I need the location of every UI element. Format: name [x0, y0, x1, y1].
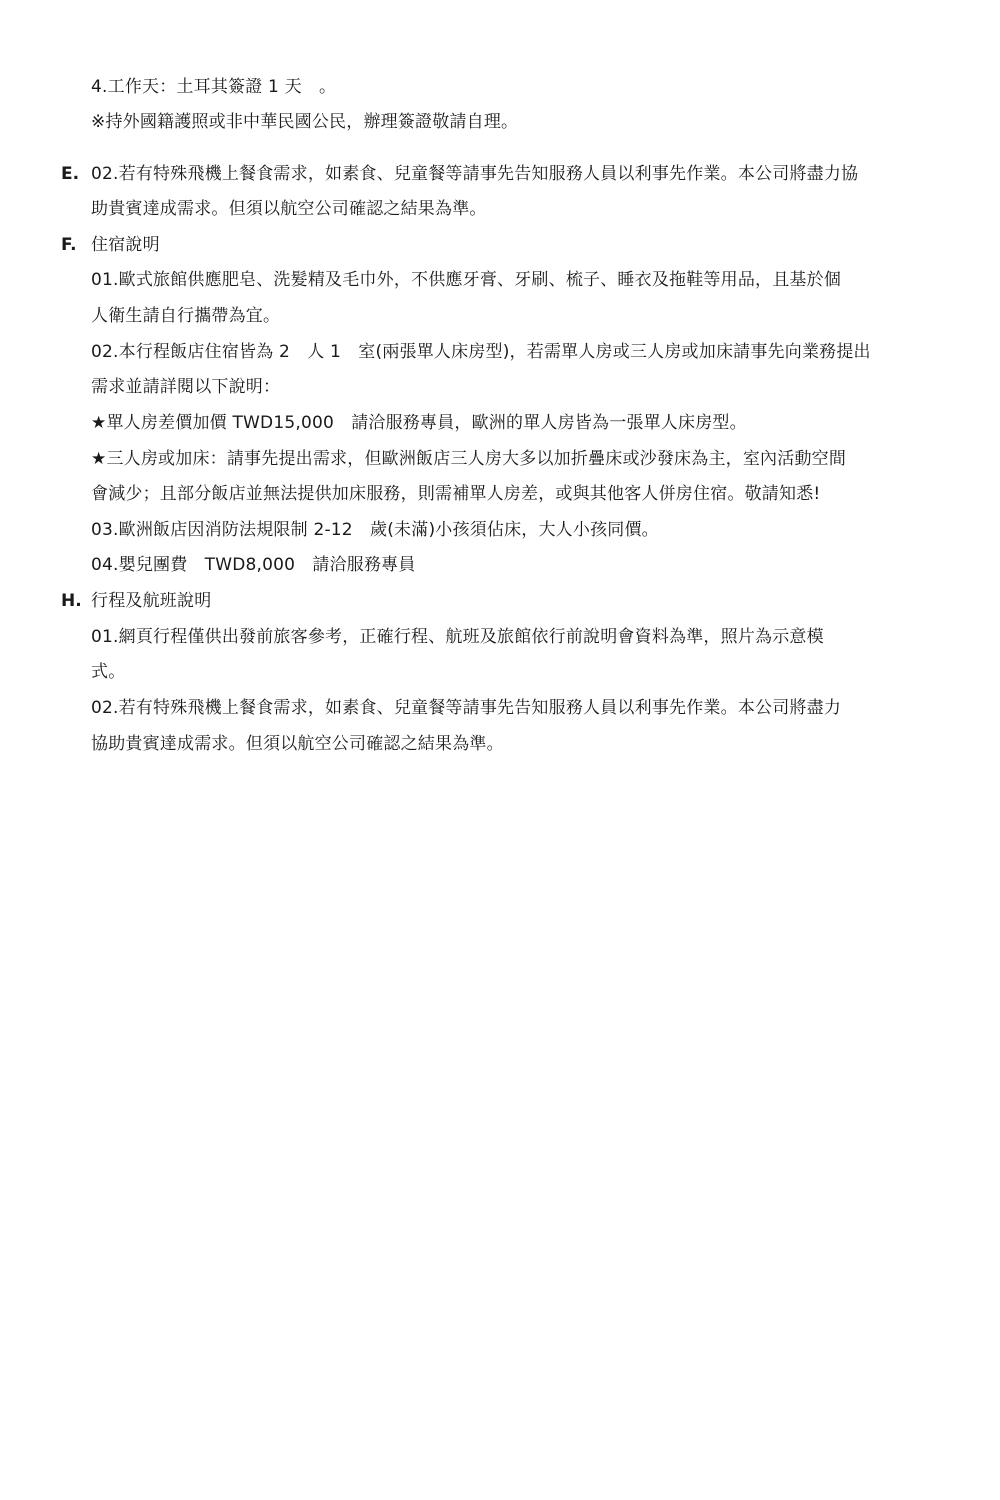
visa-note-line: ※持外國籍護照或非中華民國公民，辦理簽證敬請自理。 — [91, 112, 519, 132]
section-f-item-02-line-1: 02.本行程飯店住宿皆為 2 人 1 室(兩張單人床房型)，若需單人房或三人房或加床請事先向業務提出 — [91, 342, 871, 362]
section-h-marker: H. — [61, 591, 82, 611]
section-h-item-02-line-2: 協助貴賓達成需求。但須以航空公司確認之結果為準。 — [91, 734, 504, 754]
section-f-item-03: 03.歐洲飯店因消防法規限制 2-12 歲(未滿)小孩須佔床，大人小孩同價。 — [91, 520, 659, 540]
section-h-item-02-line-1: 02.若有特殊飛機上餐食需求，如素食、兒童餐等請事先告知服務人員以利事先作業。本公司將盡力 — [91, 698, 842, 718]
section-h-title: 行程及航班說明 — [91, 591, 212, 611]
section-f-title: 住宿說明 — [91, 235, 160, 255]
section-f-item-01-line-1: 01.歐式旅館供應肥皂、洗髮精及毛巾外，不供應牙膏、牙刷、梳子、睡衣及拖鞋等用品，且基於個 — [91, 270, 842, 290]
section-f-star-triple-line-1: ★三人房或加床：請事先提出需求，但歐洲飯店三人房大多以加折疊床或沙發床為主，室內活動空間 — [91, 449, 847, 469]
section-f-marker: F. — [61, 235, 77, 255]
section-f-item-04: 04.嬰兒團費 TWD8,000 請洽服務專員 — [91, 555, 416, 575]
visa-workdays-line: 4.工作天：土耳其簽證 1 天 。 — [91, 77, 337, 97]
section-f-item-02-line-2: 需求並請詳閱以下說明： — [91, 377, 281, 397]
section-f-item-01-line-2: 人衛生請自行攜帶為宜。 — [91, 306, 281, 326]
section-e-line-1: 02.若有特殊飛機上餐食需求，如素食、兒童餐等請事先告知服務人員以利事先作業。本公司將盡力協 — [91, 164, 859, 184]
section-h-item-01-line-2: 式。 — [91, 662, 126, 682]
section-e-marker: E. — [61, 164, 80, 184]
section-h-item-01-line-1: 01.網頁行程僅供出發前旅客參考，正確行程、航班及旅館依行前說明會資料為準，照片為示意模 — [91, 627, 824, 647]
section-f-star-single-room: ★單人房差價加價 TWD15,000 請洽服務專員，歐洲的單人房皆為一張單人床房型。 — [91, 413, 747, 433]
section-f-star-triple-line-2: 會減少；且部分飯店並無法提供加床服務，則需補單人房差，或與其他客人併房住宿。敬請知悉! — [91, 484, 821, 504]
section-e-line-2: 助貴賓達成需求。但須以航空公司確認之結果為準。 — [91, 199, 487, 219]
